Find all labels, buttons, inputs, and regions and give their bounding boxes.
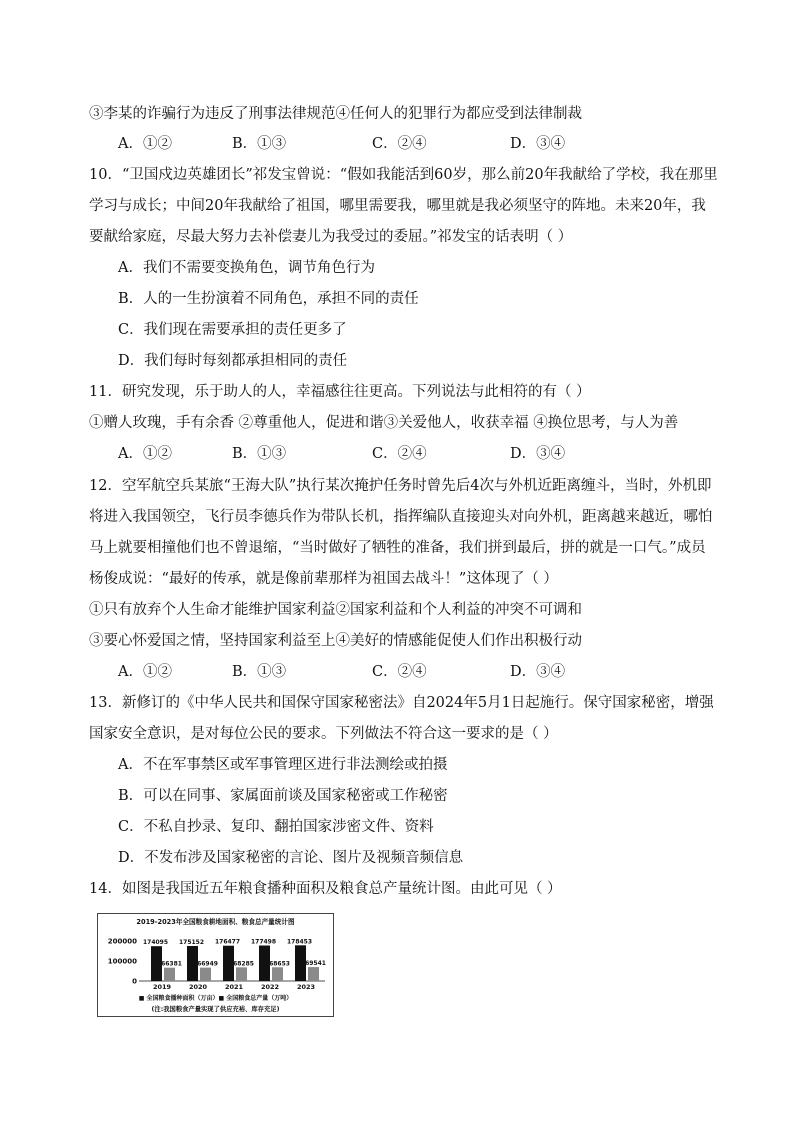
q10-stem-line-1: 10．“卫国戍边英雄团长”祁发宝曾说：“假如我能活到60岁，那么前20年我献给了学校，我在那里 [89,167,718,183]
chart-ytick-label: 0 [132,977,137,986]
q9-choice-a: A．①② [118,136,172,152]
chart-bar-output [236,967,247,981]
q12-choice-b: B．①③ [232,664,287,680]
q9-choice-c: C．②④ [372,136,427,152]
q10-option-d: D．我们每时每刻都承担相同的责任 [118,353,348,369]
q13-option-a: A．不在军事禁区或军事管理区进行非法测绘或拍摄 [118,757,448,773]
q13-stem-line-2: 国家安全意识，是对每位公民的要求。下列做法不符合这一要求的是（ ） [89,726,558,742]
chart-category-label: 2022 [260,983,280,991]
grain-chart [97,913,334,1017]
q10-stem-line-3: 要献给家庭，尽最大努力去补偿妻儿为我受过的委屈。”祁发宝的话表明（ ） [89,229,573,245]
q10-option-b: B．人的一生扮演着不同角色，承担不同的责任 [118,291,419,307]
q13-option-c: C．不私自抄录、复印、翻拍国家涉密文件、资料 [118,819,434,835]
q13-option-d: D．不发布涉及国家秘密的言论、图片及视频音频信息 [118,850,464,866]
chart-ytick-label: 100000 [107,957,137,966]
chart-bars [143,938,326,991]
chart-data-label: 176477 [214,938,241,946]
chart-legend: ■ 全国粮食播种面积（万亩）■ 全国粮食总产量（万吨） [138,995,293,1002]
q9-statement-line: ③李某的诈骗行为违反了刑事法律规范④任何人的犯罪行为都应受到法律制裁 [89,106,582,122]
q12-stem-line-2: 将进入我国领空，飞行员李德兵作为带队长机，指挥编队直接迎头对向外机，距离越来越近，哪怕 [89,509,713,525]
chart-category-label: 2023 [296,983,316,991]
q13-stem-line-1: 13．新修订的《中华人民共和国保守国家秘密法》自2024年5月1日起施行。保守国家秘密，增强 [89,695,714,711]
chart-data-label: 177498 [250,938,277,946]
q12-statements-line-2: ③要心怀爱国之情，坚持国家利益至上④美好的情感能促使人们作出积极行动 [89,633,582,649]
chart-category-label: 2021 [224,983,244,991]
chart-y-ticks [108,938,137,986]
chart-category-label: 2020 [188,983,208,991]
q13-option-b: B．可以在同事、家属面前谈及国家秘密或工作秘密 [118,788,448,804]
chart-data-label: 68653 [269,960,290,968]
q12-stem-line-3: 马上就要相撞他们也不曾退缩，“当时做好了牺牲的准备，我们拼到最后，拼的就是一口气。”成员 [89,540,706,556]
chart-bar-output [272,967,283,981]
q11-stem: 11．研究发现，乐于助人的人，幸福感往往更高。下列说法与此相符的有（ ） [89,384,591,400]
chart-data-label: 69541 [305,960,326,968]
q12-choice-d: D．③④ [510,664,566,680]
q12-statements-line-1: ①只有放弃个人生命才能维护国家利益②国家利益和个人利益的冲突不可调和 [89,602,582,618]
q11-choice-a: A．①② [118,446,172,462]
chart-category-label: 2019 [152,983,172,991]
chart-ytick-label: 200000 [107,937,137,946]
chart-data-label: 178453 [286,938,313,946]
q14-stem: 14．如图是我国近五年粮食播种面积及粮食总产量统计图。由此可见（ ） [89,881,562,897]
q12-choice-a: A．①② [118,664,172,680]
chart-bar-output [164,968,175,981]
q10-option-a: A．我们不需要变换角色，调节角色行为 [118,260,375,276]
q12-choice-c: C．②④ [372,664,427,680]
q10-stem-line-2: 学习与成长；中间20年我献给了祖国，哪里需要我，哪里就是我必须坚守的阵地。未来20年，我 [89,198,706,214]
chart-note: (注:我国粮食产量实现了供应充裕、库存充足) [151,1006,280,1013]
chart-data-label: 66381 [161,960,182,968]
q12-stem-line-4: 杨俊成说：“最好的传承，就是像前辈那样为祖国去战斗！”这体现了（ ） [89,571,558,587]
q11-statements: ①赠人玫瑰，手有余香 ②尊重他人，促进和谐③关爱他人，收获幸福 ④换位思考，与人为善 [89,415,679,431]
q12-stem-line-1: 12．空军航空兵某旅“王海大队”执行某次掩护任务时曾先后4次与外机近距离缠斗，当时，外机即 [89,478,712,494]
q11-choice-b: B．①③ [232,446,287,462]
chart-data-label: 175152 [178,938,205,946]
q9-choice-b: B．①③ [232,136,287,152]
q11-choice-c: C．②④ [372,446,427,462]
chart-bar-output [308,967,319,981]
grain-chart-svg [98,914,333,1016]
chart-data-label: 66949 [197,960,218,968]
chart-data-label: 68285 [233,960,254,968]
q9-choice-d: D．③④ [510,136,566,152]
q11-choice-d: D．③④ [510,446,566,462]
q10-option-c: C．我们现在需要承担的责任更多了 [118,322,347,338]
chart-data-label: 174095 [142,939,169,947]
chart-title: 2019-2023年全国粮食耕地面积、粮食总产量统计图 [136,918,295,926]
chart-bar-output [200,968,211,981]
